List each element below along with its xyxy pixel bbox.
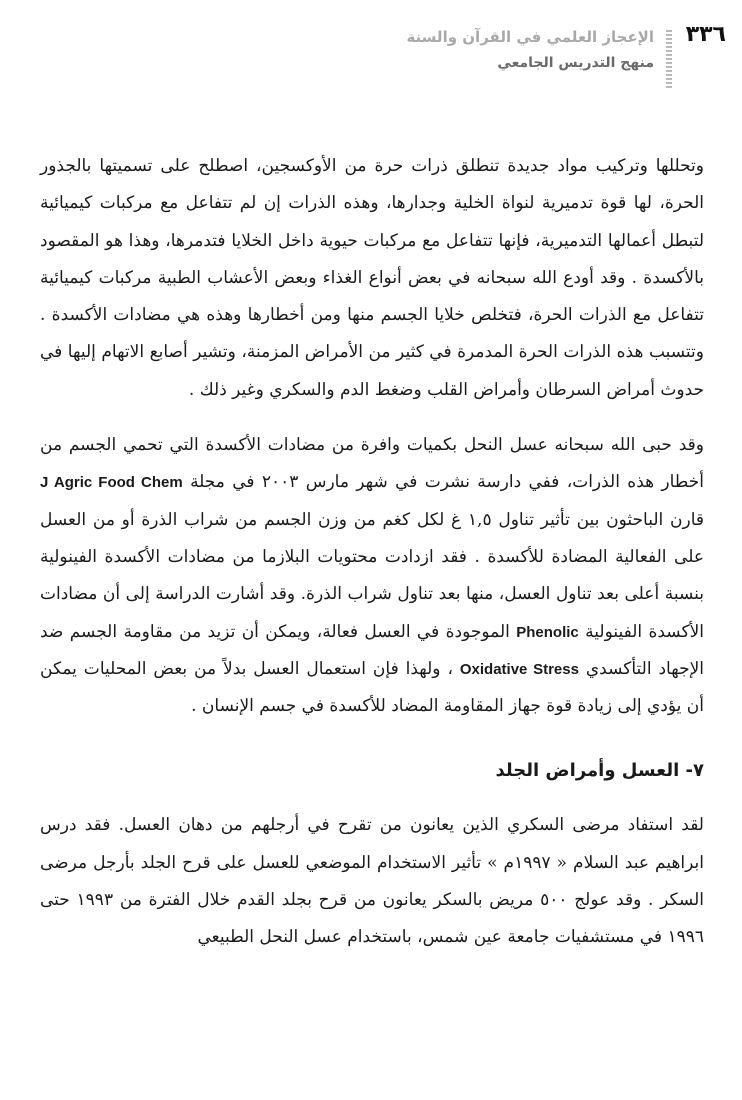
oxidative-stress-term: Oxidative Stress [459, 660, 579, 678]
paragraph-text: وقد حبى الله سبحانه عسل النحل بكميات وافرة من مضادات الأكسدة التي تحمي الجسم من أخطار هذه الذرات، ففي دارسة نشرت في شهر مارس ٢٠٠٣ في مجلة [40, 435, 704, 493]
book-title: الإعجاز العلمي في القرآن والسنة [406, 28, 654, 46]
page-body [40, 148, 704, 957]
section-heading: ٧- العسل وأمراض الجلد [495, 760, 704, 782]
phenolic-term: Phenolic [516, 623, 579, 641]
paragraph-text: قارن الباحثون بين تأثير تناول ١,٥ غ لكل كغم من وزن الجسم من شراب الذرة أو من العسل على الفعالية المضادة للأكسدة . فقد ازدادت محتويات البلازما من مضادات الأكسدة الفينولية بنسبة أعلى بعد تناول العسل، منها بعد تناول شراب الذرة. وقد أشارت الدراسة إلى أن مضادات الأكسدة الفينولية [40, 509, 704, 642]
paragraph-honey-antioxidants [40, 427, 704, 725]
page-number: ٣٣٦ [685, 22, 726, 47]
running-header [294, 26, 654, 74]
header-decorative-divider [666, 30, 672, 88]
journal-name: J Agric Food Chem [40, 474, 183, 492]
paragraph-free-radicals: وتحللها وتركيب مواد جديدة تنطلق ذرات حرة من الأوكسجين، اصطلح على تسميتها بالجذور الحرة، لها قوة تدميرية لنواة الخلية وجدارها، وهذه الذرات إن لم تتفاعل مع مركبات كيميائية لتبطل أعمالها التدميرية، فإنها تتفاعل مع مركبات حيوية داخل الخلايا فتدمرها، وهذا هو المقصود بالأكسدة . وقد أودع الله سبحانه في بعض أنواع الغذاء وبعض الأعشاب الطبية مركبات كيميائية تتفاعل مع الذرات الحرة، فتخلص خلايا الجسم منها ومن أخطارها وهذه هي مضادات الأكسدة . وتتسبب هذه الذرات الحرة المدمرة في كثير من الأمراض المزمنة، وتشير أصابع الاتهام إليها في حدوث أمراض السرطان وأمراض القلب وضغط الدم والسكري وغير ذلك . [40, 156, 704, 400]
paragraph-text: الموجودة في العسل فعالة، ويمكن أن تزيد من مقاومة الجسم ضد الإجهاد التأكسدي [40, 621, 704, 679]
paragraph-text: ، ولهذا فإن استعمال العسل بدلاً من بعض المحليات يمكن أن يؤدي إلى زيادة قوة جهاز المقاومة المضاد للأكسدة في جسم الإنسان . [40, 658, 704, 717]
header-subtitle: منهج التدريس الجامعي [497, 55, 654, 71]
paragraph-skin-diseases: لقد استفاد مرضى السكري الذين يعانون من تقرح في أرجلهم من دهان العسل. فقد درس ابراهيم عبد السلام « ١٩٩٧م » تأثير الاستخدام الموضعي للعسل على قرح الجلد بأرجل مرضى السكر . وقد عولج ٥٠٠ مريض بالسكر يعانون من قرح بجلد القدم خلال الفترة من ١٩٩٣ حتى ١٩٩٦ في مستشفيات جامعة عين شمس، باستخدام عسل النحل الطبيعي [40, 815, 704, 948]
